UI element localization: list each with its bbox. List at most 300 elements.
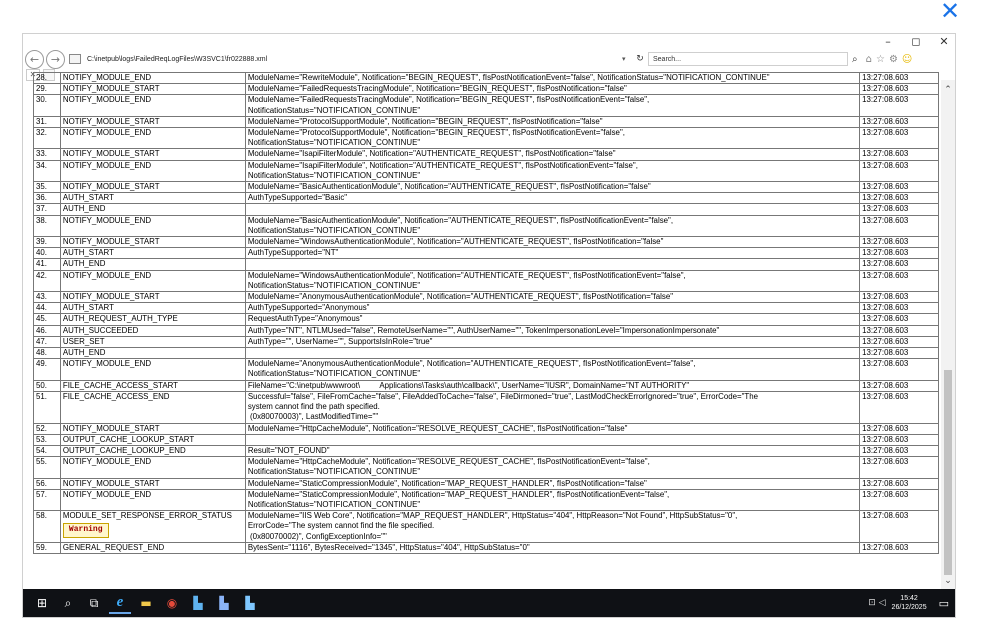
event-name-text: NOTIFY_MODULE_END	[62, 160, 152, 170]
row-number-text: 30.	[36, 95, 47, 105]
scroll-up-icon[interactable]: ⌃	[944, 85, 952, 95]
row-number-text: 38.	[36, 215, 47, 225]
event-name	[60, 511, 245, 543]
event-detail	[245, 84, 859, 95]
row-number	[34, 511, 61, 543]
event-name-text: NOTIFY_MODULE_END	[62, 489, 152, 499]
event-time	[860, 478, 939, 489]
row-number	[34, 95, 61, 116]
event-time	[860, 237, 939, 248]
row-number-text: 58.	[36, 511, 47, 521]
row-number-text: 47.	[36, 336, 47, 346]
internet-explorer-icon[interactable]: e	[109, 592, 131, 614]
event-time	[860, 259, 939, 270]
event-detail	[245, 359, 859, 380]
row-number	[34, 542, 61, 553]
table-row	[34, 160, 939, 181]
event-detail	[245, 457, 859, 478]
event-name-text: NOTIFY_MODULE_START	[62, 116, 160, 126]
clock[interactable]	[892, 594, 927, 612]
event-detail	[245, 128, 859, 149]
refresh-icon[interactable]: ↻	[636, 54, 644, 64]
event-name	[60, 149, 245, 160]
event-name	[60, 270, 245, 291]
table-row	[34, 542, 939, 553]
event-time	[860, 511, 939, 543]
row-number-text: 37.	[36, 204, 47, 214]
row-number	[34, 380, 61, 391]
event-time-text: 13:27:08.603	[862, 248, 909, 258]
row-number	[34, 434, 61, 445]
clock-time: 15:42	[900, 595, 918, 602]
table-row	[34, 336, 939, 347]
event-time-text: 13:27:08.603	[862, 336, 909, 346]
row-number-text: 50.	[36, 380, 47, 390]
event-detail-text: Result="NOT_FOUND"	[247, 445, 330, 455]
event-time	[860, 325, 939, 336]
event-detail	[245, 292, 859, 303]
scroll-down-icon[interactable]: ⌄	[944, 576, 952, 586]
event-time	[860, 248, 939, 259]
event-name	[60, 380, 245, 391]
event-name	[60, 160, 245, 181]
table-row	[34, 204, 939, 215]
event-name-text: AUTH_START	[62, 193, 114, 203]
system-tray	[868, 594, 949, 612]
event-time	[860, 314, 939, 325]
event-name-text: AUTH_START	[62, 248, 114, 258]
event-name	[60, 116, 245, 127]
row-number-text: 31.	[36, 116, 47, 126]
event-time	[860, 391, 939, 423]
event-detail	[245, 348, 859, 359]
row-number: 28.	[34, 73, 61, 84]
event-detail-text: ModuleName="StaticCompressionModule", Notification="MAP_REQUEST_HANDLER", fIsPostNotificationEvent="false", NotificationStatus="NOTIFICATION_CONTINUE"	[247, 489, 670, 509]
row-number-text: 36.	[36, 193, 47, 203]
table-row	[34, 248, 939, 259]
row-number-text: 45.	[36, 314, 47, 324]
event-name	[60, 182, 245, 193]
event-name-text: NOTIFY_MODULE_END	[62, 128, 152, 138]
event-detail	[245, 215, 859, 236]
event-name-text: OUTPUT_CACHE_LOOKUP_END	[62, 445, 186, 455]
row-number-text: 48.	[36, 348, 47, 358]
taskbar	[23, 589, 955, 617]
event-time	[860, 160, 939, 181]
event-detail-text: ModuleName="IsapiFilterModule", Notification="AUTHENTICATE_REQUEST", fIsPostNotification="false"	[247, 149, 616, 159]
event-time-text: 13:27:08.603	[862, 434, 909, 444]
event-detail	[245, 314, 859, 325]
event-name	[60, 84, 245, 95]
row-number	[34, 128, 61, 149]
event-time	[860, 348, 939, 359]
event-time-text: 13:27:08.603	[862, 511, 909, 521]
event-name-text: NOTIFY_MODULE_END	[62, 270, 152, 280]
event-name	[60, 542, 245, 553]
event-time-text: 13:27:08.603	[862, 84, 909, 94]
event-time-text: 13:27:08.603	[862, 303, 909, 313]
home-icon[interactable]: ⌂	[865, 53, 872, 65]
row-number	[34, 457, 61, 478]
event-detail-text: ModuleName="ProtocolSupportModule", Notification="BEGIN_REQUEST", fIsPostNotificationEvent="false", NotificationStatus="NOTIFICATION_CONTINUE"	[247, 128, 625, 148]
row-number	[34, 359, 61, 380]
table-row	[34, 434, 939, 445]
event-name	[60, 489, 245, 510]
event-name	[60, 314, 245, 325]
event-name-text: NOTIFY_MODULE_END	[62, 359, 152, 369]
event-detail-text: ModuleName="BasicAuthenticationModule", Notification="AUTHENTICATE_REQUEST", fIsPostNotificationEvent="false", NotificationStatus="NOTIFICATION_CONTINUE"	[247, 215, 674, 235]
event-time-text: 13:27:08.603	[862, 380, 909, 390]
scroll-thumb[interactable]	[944, 370, 952, 575]
event-name-text: AUTH_REQUEST_AUTH_TYPE	[62, 314, 178, 324]
row-number	[34, 193, 61, 204]
row-number-text: 52.	[36, 423, 47, 433]
event-detail	[245, 434, 859, 445]
browser-window	[22, 33, 956, 618]
event-detail-text: Successful="false", FileFromCache="false", FileAddedToCache="false", FileDirmoned="true", LastModCheckErrorIgnored="true", ErrorCode="The system cannot find the path specified. (0x80070003)", LastModifiedTime=""	[247, 391, 759, 422]
event-name	[60, 128, 245, 149]
outer-close-icon[interactable]: ✕	[939, 0, 961, 25]
event-detail-text: ModuleName="WindowsAuthenticationModule", Notification="AUTHENTICATE_REQUEST", fIsPostNotification="false"	[247, 237, 664, 247]
row-number-text: 57.	[36, 489, 47, 499]
table-row	[34, 73, 939, 84]
event-time	[860, 434, 939, 445]
table-row	[34, 237, 939, 248]
row-number	[34, 391, 61, 423]
row-number	[34, 270, 61, 291]
table-row	[34, 84, 939, 95]
table-row	[34, 325, 939, 336]
feedback-icon[interactable]: ☺	[901, 53, 913, 65]
event-time	[860, 303, 939, 314]
event-name	[60, 95, 245, 116]
table-row	[34, 193, 939, 204]
table-row	[34, 511, 939, 543]
event-time	[860, 149, 939, 160]
row-number-text: 33.	[36, 149, 47, 159]
event-name	[60, 215, 245, 236]
event-detail	[245, 542, 859, 553]
event-name-text: USER_SET	[62, 336, 105, 346]
row-number-text: 56.	[36, 478, 47, 488]
row-number-text: 34.	[36, 160, 47, 170]
event-name-text: NOTIFY_MODULE_START	[62, 182, 160, 192]
event-time	[860, 445, 939, 456]
row-number-text: 46.	[36, 325, 47, 335]
row-number-text: 59.	[36, 542, 47, 552]
event-time-text: 13:27:08.603	[862, 325, 909, 335]
event-time: 13:27:08.603	[860, 73, 939, 84]
row-number	[34, 149, 61, 160]
table-row	[34, 95, 939, 116]
minimize-button[interactable]: –	[885, 35, 891, 48]
back-button[interactable]: ←	[25, 50, 44, 69]
event-detail	[245, 204, 859, 215]
row-number	[34, 237, 61, 248]
row-number	[34, 248, 61, 259]
row-number-text: 42.	[36, 270, 47, 280]
event-detail-text: ModuleName="BasicAuthenticationModule", Notification="AUTHENTICATE_REQUEST", fIsPostNotification="false"	[247, 182, 651, 192]
event-detail	[245, 193, 859, 204]
event-detail	[245, 478, 859, 489]
event-detail-text: ModuleName="HttpCacheModule", Notification="RESOLVE_REQUEST_CACHE", fIsPostNotificationEvent="false", NotificationStatus="NOTIFICATION_CONTINUE"	[247, 457, 650, 477]
event-name: NOTIFY_MODULE_END	[60, 73, 245, 84]
table-row	[34, 457, 939, 478]
task-view-icon[interactable]: ⧉	[89, 595, 99, 610]
event-name	[60, 303, 245, 314]
forward-button[interactable]: →	[46, 50, 65, 69]
event-detail	[245, 380, 859, 391]
favorites-icon[interactable]: ☆	[875, 53, 885, 65]
event-time-text: 13:27:08.603	[862, 128, 909, 138]
event-detail-text: AuthTypeSupported="Basic"	[247, 193, 348, 203]
event-name	[60, 478, 245, 489]
event-detail	[245, 270, 859, 291]
search-icon[interactable]: ⌕	[852, 53, 858, 65]
row-number	[34, 336, 61, 347]
event-name	[60, 237, 245, 248]
event-time-text: 13:27:08.603	[862, 489, 909, 499]
event-detail-text: AuthTypeSupported="Anonymous"	[247, 303, 370, 313]
event-name	[60, 336, 245, 347]
event-detail	[245, 391, 859, 423]
log-content	[33, 73, 941, 589]
row-number-text: 49.	[36, 359, 47, 369]
taskbar-search-icon[interactable]: ⌕	[64, 595, 72, 610]
event-time	[860, 457, 939, 478]
event-detail-text: ModuleName="ProtocolSupportModule", Notification="BEGIN_REQUEST", fIsPostNotification="false"	[247, 116, 603, 126]
row-number	[34, 84, 61, 95]
row-number	[34, 303, 61, 314]
event-time-text: 13:27:08.603	[862, 348, 909, 358]
row-number-text: 32.	[36, 128, 47, 138]
row-number-text: 55.	[36, 457, 47, 467]
event-detail: ModuleName="RewriteModule", Notification="BEGIN_REQUEST", fIsPostNotificationEvent="false", NotificationStatus="NOTIFICATION_CONTINUE"	[245, 73, 859, 84]
row-number-text: 29.	[36, 84, 47, 94]
event-name-text: MODULE_SET_RESPONSE_ERROR_STATUS	[62, 511, 232, 521]
row-number-text: 40.	[36, 248, 47, 258]
event-detail	[245, 489, 859, 510]
event-detail	[245, 248, 859, 259]
row-number	[34, 215, 61, 236]
row-number	[34, 445, 61, 456]
event-name-text: AUTH_SUCCEEDED	[62, 325, 139, 335]
event-name-text: NOTIFY_MODULE_END	[62, 457, 152, 467]
row-number-text: 44.	[36, 303, 47, 313]
event-detail	[245, 149, 859, 160]
event-name	[60, 204, 245, 215]
chrome-icon[interactable]: ◉	[166, 596, 178, 610]
table-row	[34, 259, 939, 270]
event-time-text: 13:27:08.603	[862, 445, 909, 455]
row-number	[34, 489, 61, 510]
table-row	[34, 380, 939, 391]
row-number-text: 53.	[36, 434, 47, 444]
table-row	[34, 182, 939, 193]
settings-icon[interactable]: ⚙	[888, 53, 898, 65]
search-input[interactable]: Search...	[648, 52, 848, 66]
event-time-text: 13:27:08.603	[862, 204, 909, 214]
table-row	[34, 489, 939, 510]
event-detail-text: ModuleName="FailedRequestsTracingModule", Notification="BEGIN_REQUEST", fIsPostNotificationEvent="false", NotificationStatus="NOTIFICATION_CONTINUE"	[247, 95, 650, 115]
event-detail	[245, 423, 859, 434]
event-name	[60, 445, 245, 456]
table-row	[34, 116, 939, 127]
event-time	[860, 380, 939, 391]
event-name	[60, 292, 245, 303]
event-time-text: 13:27:08.603	[862, 193, 909, 203]
event-name	[60, 348, 245, 359]
event-name-text: NOTIFY_MODULE_END	[62, 95, 152, 105]
table-row	[34, 303, 939, 314]
event-name-text: AUTH_END	[62, 204, 106, 214]
event-detail	[245, 160, 859, 181]
event-name-text: NOTIFY_MODULE_START	[62, 149, 160, 159]
address-bar-row	[23, 49, 955, 69]
event-time-text: 13:27:08.603	[862, 116, 909, 126]
event-detail-text: ModuleName="AnonymousAuthenticationModule", Notification="AUTHENTICATE_REQUEST", fIsPostNotificationEvent="false", NotificationStatus="NOTIFICATION_CONTINUE"	[247, 359, 696, 379]
event-time	[860, 84, 939, 95]
event-time-text: 13:27:08.603	[862, 270, 909, 280]
file-explorer-icon[interactable]: ▬	[140, 596, 152, 610]
event-detail-text: AuthType="NT", NTLMUsed="false", RemoteUserName="", AuthUserName="", TokenImpersonationLevel="ImpersonationImpersonate"	[247, 325, 720, 335]
table-row	[34, 348, 939, 359]
event-detail-text: RequestAuthType="Anonymous"	[247, 314, 363, 324]
row-number-text: 41.	[36, 259, 47, 269]
event-name-text: AUTH_END	[62, 348, 106, 358]
event-detail-text: AuthTypeSupported="NT"	[247, 248, 339, 258]
event-name	[60, 457, 245, 478]
log-table	[33, 72, 939, 554]
event-time-text: 13:27:08.603	[862, 478, 909, 488]
event-detail	[245, 95, 859, 116]
page-icon	[69, 54, 81, 64]
notification-icon[interactable]: ▭	[938, 596, 949, 610]
row-number-text: 39.	[36, 237, 47, 247]
event-time	[860, 489, 939, 510]
event-time-text: 13:27:08.603	[862, 457, 909, 467]
table-row	[34, 391, 939, 423]
toolbar-icons	[866, 54, 913, 65]
address-dropdown-icon[interactable]: ▾	[622, 56, 626, 63]
row-number-text: 35.	[36, 182, 47, 192]
row-number-text: 43.	[36, 292, 47, 302]
event-name-text: NOTIFY_MODULE_START	[62, 84, 160, 94]
event-detail-text: ModuleName="WindowsAuthenticationModule", Notification="AUTHENTICATE_REQUEST", fIsPostNotificationEvent="false", NotificationStatus="NOTIFICATION_CONTINUE"	[247, 270, 686, 290]
tab-close-icon[interactable]: ✕	[26, 69, 40, 81]
event-name	[60, 193, 245, 204]
event-name-text: AUTH_START	[62, 303, 114, 313]
event-name	[60, 423, 245, 434]
row-number	[34, 348, 61, 359]
clock-date: 26/12/2025	[891, 604, 927, 611]
event-time	[860, 215, 939, 236]
event-time	[860, 193, 939, 204]
event-time-text: 13:27:08.603	[862, 359, 909, 369]
event-name	[60, 248, 245, 259]
event-time-text: 13:27:08.603	[862, 259, 909, 269]
event-time	[860, 292, 939, 303]
event-time	[860, 359, 939, 380]
event-time-text: 13:27:08.603	[862, 182, 909, 192]
event-time	[860, 336, 939, 347]
table-row	[34, 423, 939, 434]
table-row	[34, 128, 939, 149]
event-time-text: 13:27:08.603	[862, 292, 909, 302]
row-number-text: 51.	[36, 391, 47, 401]
event-name-text: NOTIFY_MODULE_START	[62, 478, 160, 488]
table-row	[34, 270, 939, 291]
app-icon-2[interactable]: ▙	[219, 596, 229, 610]
table-row	[34, 314, 939, 325]
event-name-text: FILE_CACHE_ACCESS_END	[62, 391, 170, 401]
address-input[interactable]: C:\inetpub\logs\FailedReqLogFiles\W3SVC1\fr022888.xml	[87, 55, 268, 63]
event-time-text: 13:27:08.603	[862, 149, 909, 159]
event-detail	[245, 237, 859, 248]
close-button[interactable]: ✕	[939, 35, 949, 48]
vertical-scrollbar[interactable]	[941, 80, 955, 589]
event-time-text: 13:27:08.603	[862, 314, 909, 324]
event-name-text: AUTH_END	[62, 259, 106, 269]
event-time-text: 13:27:08.603	[862, 160, 909, 170]
event-name-text: NOTIFY_MODULE_END	[62, 215, 152, 225]
row-number	[34, 423, 61, 434]
event-detail	[245, 325, 859, 336]
table-row	[34, 149, 939, 160]
row-number	[34, 292, 61, 303]
event-name-text: FILE_CACHE_ACCESS_START	[62, 380, 178, 390]
event-time-text: 13:27:08.603	[862, 95, 909, 105]
event-detail-text: ModuleName="IsapiFilterModule", Notification="AUTHENTICATE_REQUEST", fIsPostNotificationEvent="false", NotificationStatus="NOTIFICATION_CONTINUE"	[247, 160, 638, 180]
event-detail	[245, 259, 859, 270]
event-name-text: NOTIFY_MODULE_START	[62, 423, 160, 433]
event-name-text: NOTIFY_MODULE_START	[62, 292, 160, 302]
event-detail	[245, 182, 859, 193]
window-controls	[881, 35, 951, 48]
event-name-text: NOTIFY_MODULE_START	[62, 237, 160, 247]
event-detail-text: ModuleName="StaticCompressionModule", Notification="MAP_REQUEST_HANDLER", fIsPostNotification="false"	[247, 478, 647, 488]
row-number	[34, 116, 61, 127]
event-time	[860, 95, 939, 116]
event-time	[860, 182, 939, 193]
event-time	[860, 116, 939, 127]
tray-icons[interactable]: ⊡ ◁	[868, 598, 886, 608]
event-name	[60, 434, 245, 445]
event-name	[60, 391, 245, 423]
row-number	[34, 182, 61, 193]
row-number	[34, 259, 61, 270]
event-time	[860, 423, 939, 434]
row-number-text: 54.	[36, 445, 47, 455]
app-icon-1[interactable]: ▙	[193, 596, 203, 610]
maximize-button[interactable]: ◻	[911, 35, 921, 48]
table-row	[34, 445, 939, 456]
table-row	[34, 215, 939, 236]
row-number	[34, 204, 61, 215]
app-icon-3[interactable]: ▙	[245, 596, 255, 610]
event-detail-text: ModuleName="IIS Web Core", Notification="MAP_REQUEST_HANDLER", HttpStatus="404", HttpReason="Not Found", HttpSubStatus="0", ErrorCode="The system cannot find the file specified. (0x80070002)", ConfigExceptionInfo=""	[247, 511, 738, 541]
event-detail	[245, 116, 859, 127]
event-detail-text: ModuleName="HttpCacheModule", Notification="RESOLVE_REQUEST_CACHE", fIsPostNotification="false"	[247, 423, 628, 433]
event-name	[60, 259, 245, 270]
event-name	[60, 325, 245, 336]
table-row	[34, 478, 939, 489]
event-time-text: 13:27:08.603	[862, 237, 909, 247]
event-detail	[245, 511, 859, 543]
start-button[interactable]: ⊞	[36, 596, 48, 610]
table-row	[34, 292, 939, 303]
row-number	[34, 314, 61, 325]
